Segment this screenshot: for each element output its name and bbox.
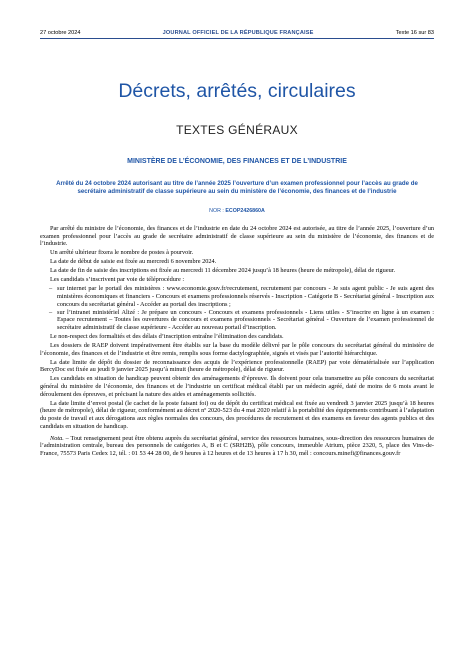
page-header [40,30,434,36]
paragraph: Un arrêté ultérieur fixera le nombre de postes à pourvoir. [50,249,194,257]
section-title: Décrets, arrêtés, circulaires [118,80,356,102]
nota-text: – Tout renseignement peut être obtenu auprès du secrétariat général, service des ressources humaines, sous-direction des ressources humaines de l’administration centrale, bureau des personnels de catégories A, B et C (SRH2B), pôle concours, immeuble Atrium, pièce 2320, 5, place des Vins-de-France, 75573 Paris Cedex 12, tél. : 01 53 44 28 00, de 9 heures à 12 heures et de 13 heures à 17 h 30, mél : concours.minefi@finances.gouv.fr [40,434,434,457]
paragraph: Les candidats s’inscrivent par voie de téléprocédure : [50,276,185,284]
nota-paragraph [40,435,434,458]
paragraph: La date limite de dépôt du dossier de reconnaissance des acquis de l’expérience professionnelle (RAEP) par voie dématérialisée sur l’application BercyDoc est fixée au jeudi 9 janvier 2025 jusqu’à minuit (heure de métropole), délai de rigueur. [40,358,434,374]
nor-reference [0,208,474,214]
nor-label: NOR : [209,208,224,214]
paragraph: La date de début de saisie est fixée au mercredi 6 novembre 2024. [50,258,217,266]
list-item-text: sur l’intranet ministériel Alizé : Je prépare un concours - Concours et examens professionnels - Liens utiles - S’inscrire en ligne à un examen : Espace recrutement – Toutes les ouvertures de concours et examens professionnels - Secrétariat général - Ouverture de l’examen professionnel de secrétaire administratif de classe supérieure - Accéder au nouveau portail d’inscription. [57,308,434,331]
paragraph: Les candidats en situation de handicap peuvent obtenir des aménagements d’épreuve. Ils doivent pour cela transmettre au pôle concours du secrétariat général du ministère de l’économie, des finances et de l’industrie un certificat médical établi par un médecin agréé, daté de moins de 6 mois avant le déroulement des épreuves, et précisant la nature des aides et aménagements sollicités. [40,375,434,398]
header-date: 27 octobre 2024 [40,30,81,36]
ministry-heading: MINISTÈRE DE L’ÉCONOMIE, DES FINANCES ET DE L’INDUSTRIE [127,158,347,165]
sub-title: TEXTES GÉNÉRAUX [176,123,298,137]
paragraph: La date de fin de saisie des inscriptions est fixée au mercredi 11 décembre 2024 jusqu’à 18 heures (heure de métropole), délai de rigueur. [50,267,396,275]
journal-name: JOURNAL OFFICIEL DE LA RÉPUBLIQUE FRANÇAISE [162,30,314,36]
paragraph: Le non-respect des formalités et des délais d’inscription entraîne l’élimination des candidats. [50,332,284,340]
paragraph: Par arrêté du ministre de l’économie, des finances et de l’industrie en date du 24 octobre 2024 est autorisée, au titre de l’année 2025, l’ouverture d’un examen professionnel pour l’accès au grade de secrétaire administratif de classe supérieure au sein du ministère de l’économie, des finances et de l’industrie. [40,225,434,248]
list-item [49,308,434,332]
arrete-title: Arrêté du 24 octobre 2024 autorisant au titre de l’année 2025 l’ouverture d’un examen professionnel pour l’accès au grade de secrétaire administratif de classe supérieure au sein du ministère de l’économie, des finances et de l’industrie [56,180,418,195]
arrete-body [40,225,434,459]
paragraph: La date limite d’envoi postal (le cachet de la poste faisant foi) ou de dépôt du certificat médical est fixée au vendredi 3 janvier 2025 jusqu’à 18 heures (heure de métropole), délai de rigueur, conformément au décret nº 2020-523 du 4 mai 2020 relatif à la portabilité des équipements contribuant à l’adaptation du poste de travail et aux dérogations aux règles normales des concours, des procédures de recrutement et des examens en faveur des agents publics et des candidats en situation de handicap. [40,399,434,430]
header-divider [40,38,434,39]
nor-code: ECOP2426860A [225,208,265,214]
list-item [49,285,434,308]
dash-bullet: – [49,308,53,316]
dash-bullet: – [49,285,53,293]
paragraph: Les dossiers de RAEP doivent impérativement être établis sur la base du modèle délivré par le pôle concours du secrétariat général du ministère de l’économie, des finances et de l’industrie et être remis, remplis sous forme dactylographiée, signés et visés par l’autorité hiérarchique. [40,341,434,357]
nota-label: Nota. [50,434,64,442]
list-item-text: sur internet par le portail des ministères : www.economie.gouv.fr/recrutement, recrutement par concours - Je suis agent public - Je suis agent des ministères économiques et financiers - Concours et examens professionnels réservés - Inscription - Catégorie B - Secrétariat général - Inscription aux concours du secrétariat général - Accéder au portail des inscriptions ; [57,285,434,308]
registration-channel-list [40,285,434,331]
text-number: Texte 16 sur 83 [395,30,434,36]
